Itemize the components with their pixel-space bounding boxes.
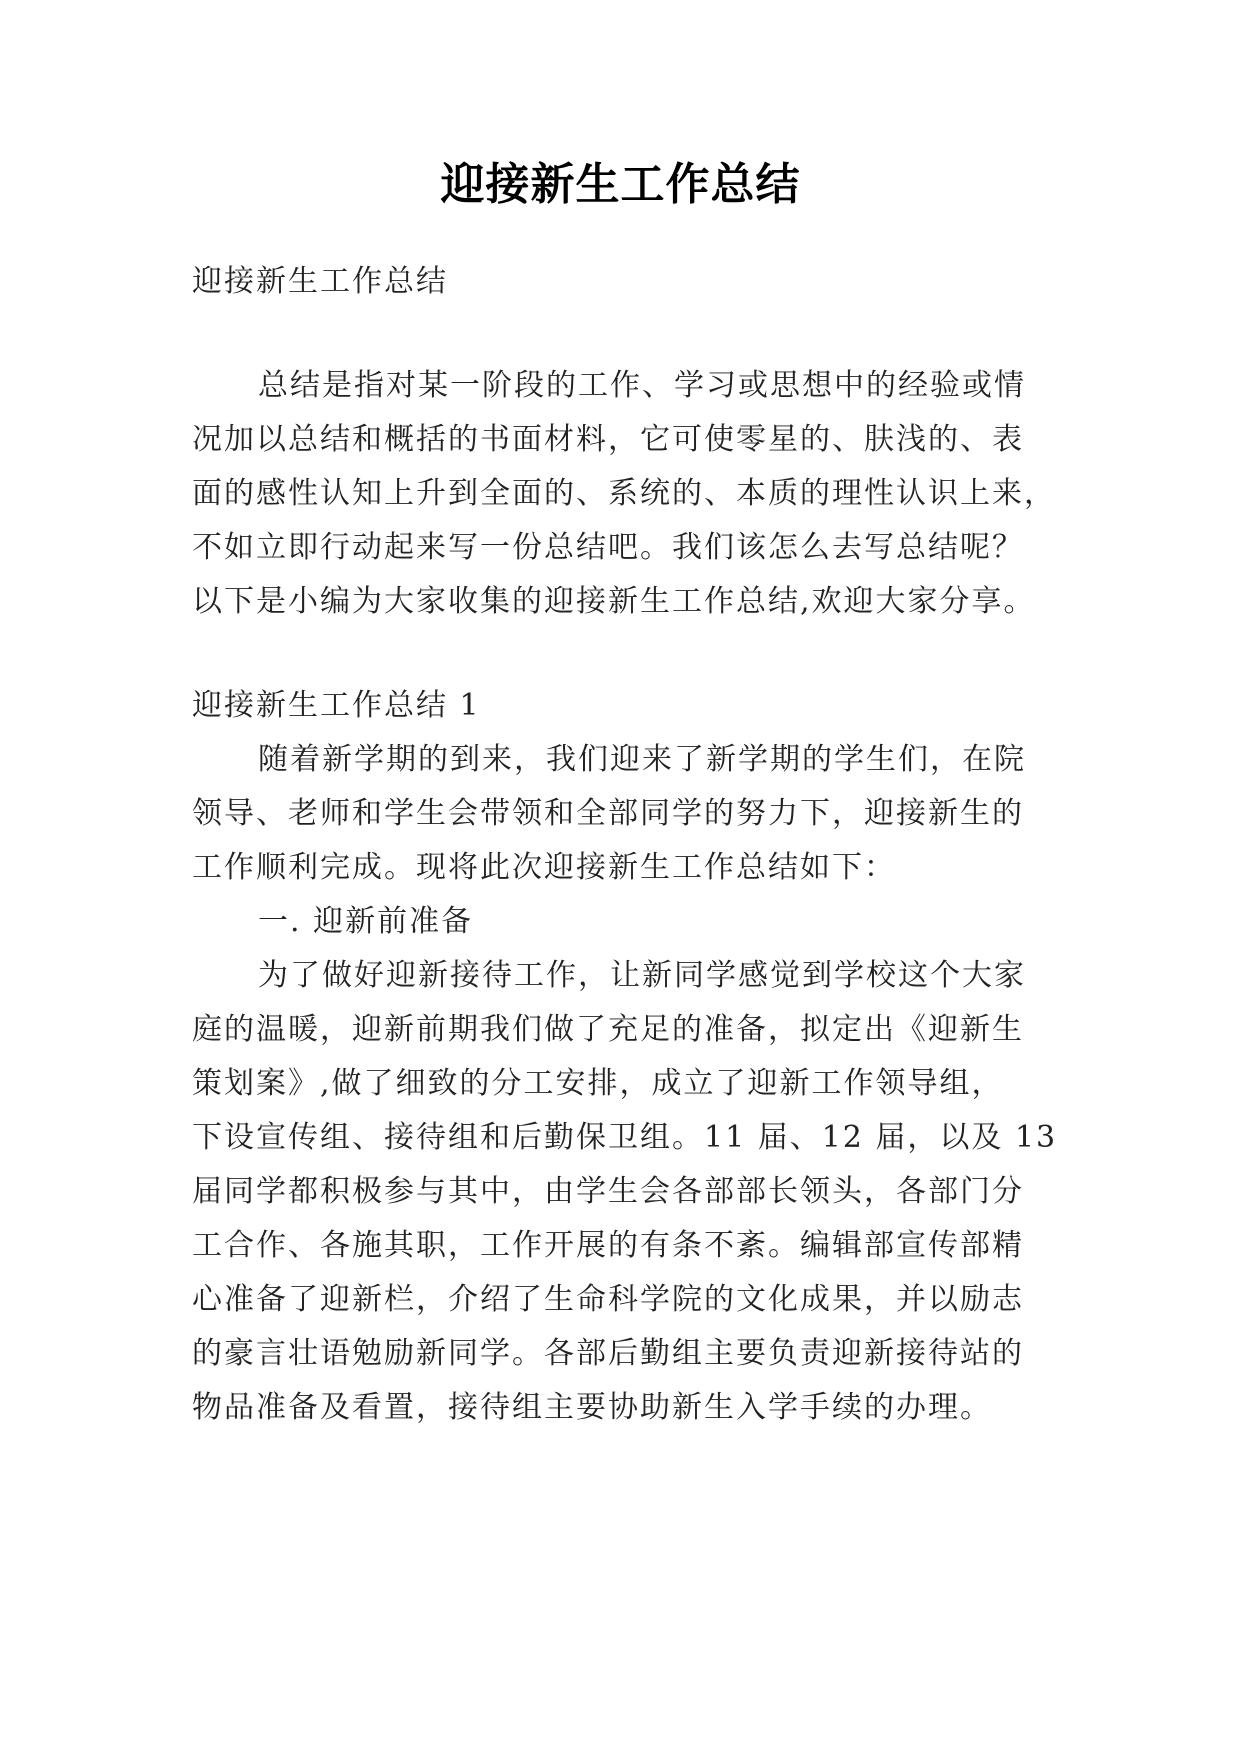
intro-line-4: 不如立即行动起来写一份总结吧。我们该怎么去写总结呢？ — [192, 530, 1024, 565]
paragraph-line: 工作顺利完成。现将此次迎接新生工作总结如下： — [192, 850, 896, 885]
paragraph-line: 下设宣传组、接待组和后勤保卫组。11 届、12 届，以及 13 — [192, 1120, 1058, 1155]
document-subtitle: 迎接新生工作总结 — [192, 264, 448, 299]
paragraph-line: 随着新学期的到来，我们迎来了新学期的学生们，在院 — [258, 742, 1026, 777]
intro-line-1: 总结是指对某一阶段的工作、学习或思想中的经验或情 — [258, 368, 1026, 403]
paragraph-line: 庭的温暖，迎新前期我们做了充足的准备，拟定出《迎新生 — [192, 1012, 1024, 1047]
paragraph-line: 心准备了迎新栏，介绍了生命科学院的文化成果，并以励志 — [192, 1282, 1024, 1317]
intro-line-2: 况加以总结和概括的书面材料，它可使零星的、肤浅的、表 — [192, 422, 1024, 457]
paragraph-line: 工合作、各施其职，工作开展的有条不紊。编辑部宣传部精 — [192, 1228, 1024, 1263]
paragraph-line: 领导、老师和学生会带领和全部同学的努力下，迎接新生的 — [192, 796, 1024, 831]
subheading: 一. 迎新前准备 — [258, 904, 474, 939]
paragraph-line: 物品准备及看置，接待组主要协助新生入学手续的办理。 — [192, 1390, 992, 1425]
document-title: 迎接新生工作总结 — [440, 159, 801, 210]
paragraph-line: 届同学都积极参与其中，由学生会各部部长领头，各部门分 — [192, 1174, 1024, 1209]
paragraph-line: 为了做好迎新接待工作，让新同学感觉到学校这个大家 — [258, 958, 1026, 993]
section-heading: 迎接新生工作总结 1 — [192, 688, 481, 723]
intro-line-5: 以下是小编为大家收集的迎接新生工作总结,欢迎大家分享。 — [192, 584, 1036, 619]
paragraph-line: 的豪言壮语勉励新同学。各部后勤组主要负责迎新接待站的 — [192, 1336, 1024, 1371]
paragraph-line: 策划案》,做了细致的分工安排，成立了迎新工作领导组， — [192, 1066, 1004, 1101]
intro-line-3: 面的感性认知上升到全面的、系统的、本质的理性认识上来， — [192, 476, 1056, 511]
